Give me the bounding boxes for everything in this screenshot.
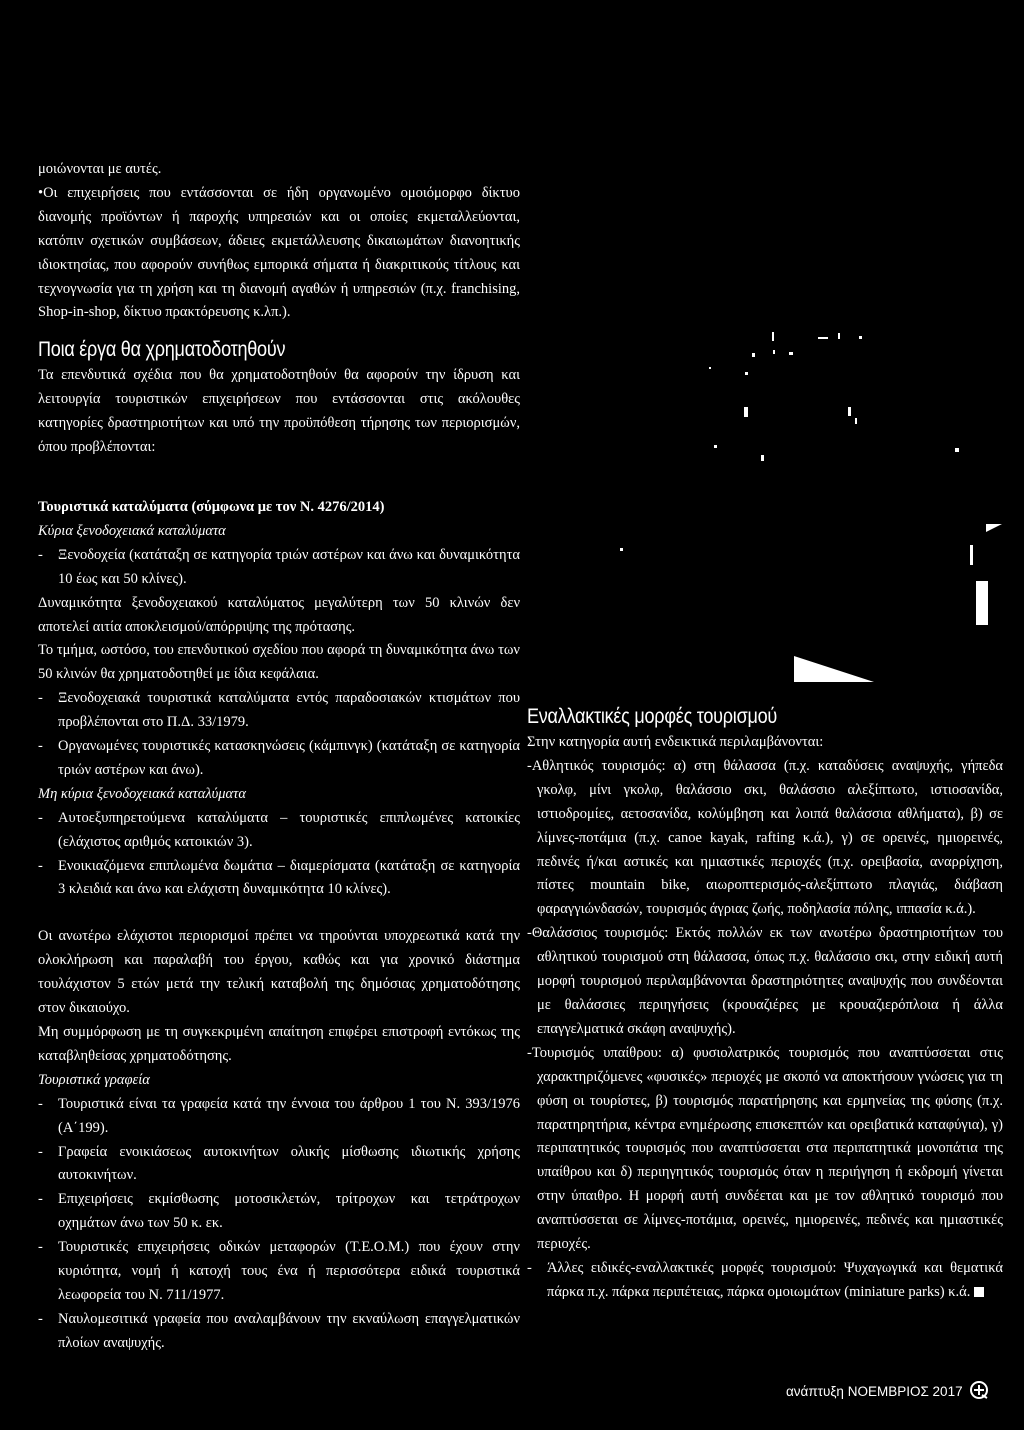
corner-triangle-mark (986, 524, 1002, 532)
funded-heading: Ποια έργα θα χρηματοδοτηθούν (38, 338, 286, 362)
obligations-paragraph: Οι ανωτέρω ελάχιστοι περιορισμοί πρέπει να τηρούνται υποχρεωτικά κατά την ολοκλήρωση και παραλαβή του έργου, καθώς και για χρονικό διάστημα τουλάχιστον 5 ετών μετά την τελική καταβολή της δημόσιας χρηματοδότησης στον δικαιούχο. (38, 928, 520, 1017)
sea-tourism-item: -Θαλάσσιος τουρισμός: Εκτός πολλών εκ των ανωτέρω δραστηριοτήτων του αθλητικού τουρισμού στη θάλασσα, όπως π.χ. θαλάσσιο σκι, στην ειδική αυτή μορφή τουρισμού περιλαμβάνονται δραστηριότητες αναψυχής που συνδέονται με θαλάσσιες περιηγήσεις (κρουαζιέρες με κρουαζιερόπλοια ή άλλα επαγγελματικά σκάφη αναψυχής). (527, 925, 1003, 1037)
magazine-logo-icon (969, 1380, 989, 1403)
non-main-subtitle: Μη κύρια ξενοδοχειακά καταλύματα (38, 785, 246, 802)
alt-tourism-intro: Στην κατηγορία αυτή ενδεικτικά περιλαμβάνονται: (527, 734, 824, 750)
agency-list-item-4: - Τουριστικές επιχειρήσεις οδικών μεταφορών (Τ.Ε.Ο.Μ.) που έχουν στην κυριότητα, νομή ή κατοχή τους ένα ή περισσότερα ειδικά τουριστικά λεωφορεία του Ν. 711/1977. (38, 1239, 520, 1303)
capacity-note-2: Το τμήμα, ωστόσο, του επενδυτικού σχεδίου που αφορά τη δυναμικότητα άνω των 50 κλινών θα χρηματοδοτηθεί με ίδια κεφάλαια. (38, 642, 520, 683)
capacity-note-1: Δυναμικότητα ξενοδοχειακού καταλύματος μεγαλύτερη των 50 κλινών δεν αποτελεί αιτία αποκλεισμού/απόρριψης της πρότασης. (38, 594, 520, 635)
self-catering-list-item: - Αυτοεξυπηρετούμενα καταλύματα – τουριστικές επιπλωμένες κατοικίες (ελάχιστος αριθμός κατοικιών 3). (38, 809, 520, 850)
page-footer (786, 1380, 989, 1403)
funded-paragraph: Τα επενδυτικά σχέδια που θα χρηματοδοτηθούν θα αφορούν την ίδρυση και λειτουργία τουριστικών επιχειρήσεων που εντάσσονται στις ακόλουθες κατηγορίες δραστηριοτήτων και υπό την προϋπόθεση τήρησης των περιορισμών, όπου προβλέπονται: (38, 367, 520, 456)
intro-line: μοιώνονται με αυτές. (38, 161, 162, 177)
hotel-list-item: - Ξενοδοχεία (κατάταξη σε κατηγορία τριών αστέρων και άνω και δυναμικότητα 10 έως και 50 κλίνες). (38, 546, 520, 587)
rooms-list-item: - Ενοικιαζόμενα επιπλωμένα δωμάτια – διαμερίσματα (κατάταξη σε κατηγορία 3 κλειδιά και άνω και ελάχιστη δυναμικότητα 10 κλίνες). (38, 857, 520, 898)
other-tourism-item: - Άλλες ειδικές-εναλλακτικές μορφές τουρισμού: Ψυχαγωγικά και θεματικά πάρκα π.χ. πάρκα περιπέτειας, πάρκα ομοιωμάτων (miniature parks) κ.ά. (527, 1259, 1003, 1300)
outdoor-tourism-item: -Τουρισμός υπαίθρου: α) φυσιολατρικός τουρισμός που αναπτύσσεται στις χαρακτηριζόμενες «φυσικές» περιοχές με σκοπό να αποκτήσουν γνώσεις για τη φύση οι τουρίστες, β) τουρισμός παρατήρησης και ερμηνείας της φύσης (π.χ. παρατηρητήρια, κέντρα ενημέρωσης επισκεπτών και ορειβατικά καταφύγια), γ) περιπατητικός τουρισμός που αναπτύσσεται στα περιπατητικά μονοπάτια της υπαίθρου και δ) περιηγητικός τουρισμός όταν η περιήγηση ή εκδρομή γίνεται στην ύπαιθρο. Η μορφή αυτή συνδέεται και με τον αθλητικό τουρισμό που αναπτύσσεται σε λίμνες-ποτάμια, ορεινές, ημιορεινές, πεδινές και ημιαστικές περιοχές. (527, 1044, 1003, 1253)
noncompliance-paragraph: Μη συμμόρφωση με τη συγκεκριμένη απαίτηση επιφέρει επιστροφή εντόκως της καταβληθείσας χρηματοδότησης. (38, 1024, 520, 1064)
sports-tourism-item: -Αθλητικός τουρισμός: α) στη θάλασσα (π.χ. καταδύσεις αναψυχής, γήπεδα γκολφ, μίνι γκολφ, θαλάσσιο σκι, θαλάσσιο αλεξίπτωτο, ιστιοσανίδα, ιστιοδρομίες, αετοσανίδα, κολύμβηση και λοιπά θαλάσσια αθλήματα), β) σε λίμνες-ποτάμια (π.χ. canoe kayak, rafting κ.ά.), γ) σε ορεινές, ημιορεινές, πεδινές ή/και αστικές και ημιαστικές περιοχές (π.χ. ορειβασία, αναρρίχηση, πίστες mountain bike, αιωροπτερισμός-αλεξίπτωτο πλαγιάς, διάβαση φαραγγιώνδασών, τουρισμός άγριας ζωής, ποδηλασία πόλης, ιππασία κ.ά.). (527, 757, 1003, 918)
main-hotel-subtitle: Κύρια ξενοδοχειακά καταλύματα (38, 522, 226, 539)
franchise-paragraph: •Οι επιχειρήσεις που εντάσσονται σε ήδη οργανωμένο ομοιόμορφο δίκτυο διανομής προϊόντων ή παροχής υπηρεσιών και οι οποίες εκμεταλλεύονται, κατόπιν σχετικών συμβάσεων, άδειες εκμετάλλευσης δικαιωμάτων διανοητικής ιδιοκτησίας, που αφορούν συνήθως εμπορικά σήματα ή διακριτικούς τίτλους και τεχνογνωσία για τη χρήση και τη διανομή αγαθών ή υπηρεσιών (π.χ. franchising, Shop-in-shop, δίκτυο πρακτόρευσης κ.λπ.). (38, 184, 520, 321)
wedge-mark (794, 656, 874, 682)
accommodation-title: Τουριστικά καταλύματα (σύμφωνα με τον Ν. 4276/2014) (38, 498, 385, 515)
agency-list-item-3: - Επιχειρήσεις εκμίσθωσης μοτοσικλετών, τρίτροχων και τετράτροχων οχημάτων άνω των 50 κ. εκ. (38, 1191, 520, 1232)
agency-list-item-1: - Τουριστικά είναι τα γραφεία κατά την έννοια του άρθρου 1 του Ν. 393/1976 (Α΄199). (38, 1095, 520, 1136)
camping-list-item: - Οργανωμένες τουριστικές κατασκηνώσεις (κάμπινγκ) (κατάταξη σε κατηγορία τριών αστέρων και άνω). (38, 738, 520, 778)
agencies-subtitle: Τουριστικά γραφεία (38, 1071, 150, 1088)
footer-text: ανάπτυξη ΝΟΕΜΒΡΙΟΣ 2017 (786, 1384, 963, 1399)
traditional-list-item: - Ξενοδοχειακά τουριστικά καταλύματα εντός παραδοσιακών κτισμάτων που προβλέπονται στο Π.Δ. 33/1979. (38, 690, 520, 731)
right-column (527, 705, 1003, 1305)
agency-list-item-5: - Ναυλομεσιτικά γραφεία που αναλαμβάνουν την εκναύλωση επαγγελματικών πλοίων αναψυχής. (38, 1310, 520, 1351)
left-column (38, 158, 520, 1356)
alt-tourism-heading: Εναλλακτικές μορφές τουρισμού (527, 705, 778, 728)
end-mark-icon (974, 1287, 984, 1297)
agency-list-item-2: - Γραφεία ενοικιάσεως αυτοκινήτων ολικής μίσθωσης ιδιωτικής χρήσης αυτοκινήτων. (38, 1143, 520, 1184)
